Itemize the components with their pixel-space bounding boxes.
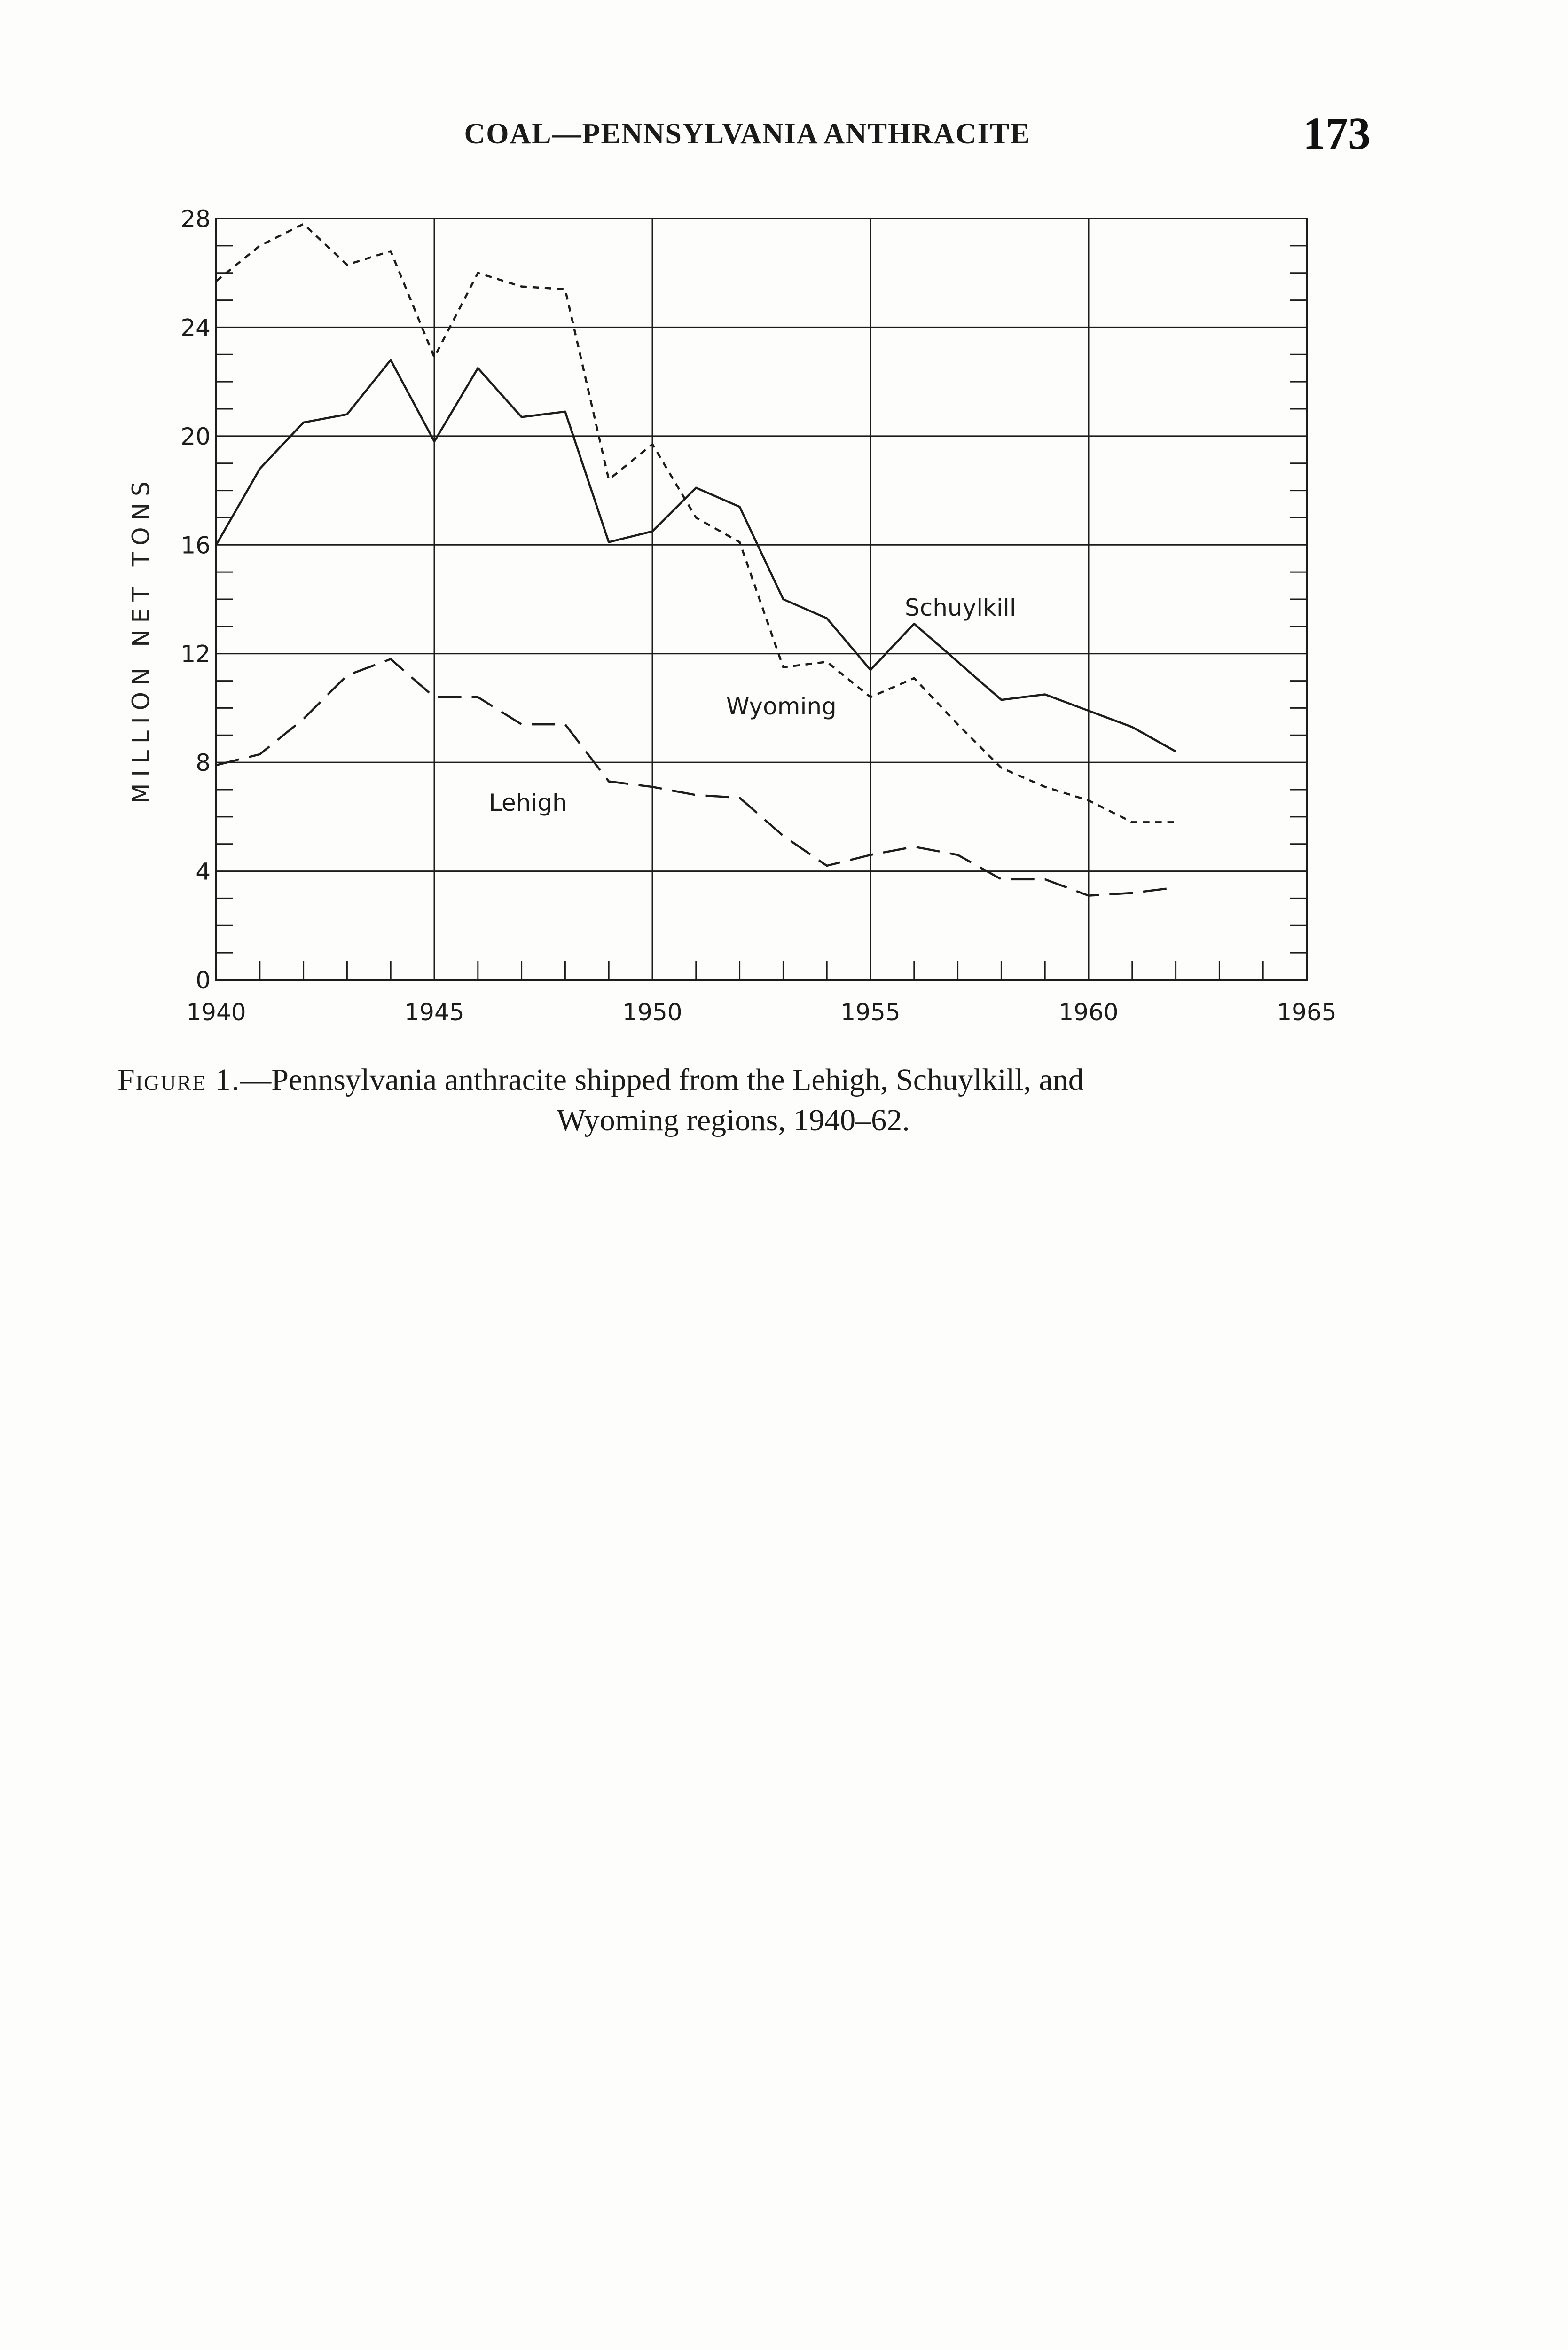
figure-label: Figure 1. — [118, 1063, 241, 1097]
caption-line-1: —Pennsylvania anthracite shipped from the Lehigh, Schuylkill, and — [240, 1063, 1084, 1097]
figure-caption — [118, 1060, 1349, 1141]
series-line-lehigh — [216, 659, 1176, 895]
running-head: COAL—PENNSYLVANIA ANTHRACITE — [464, 118, 1031, 150]
x-tick-label: 1950 — [622, 999, 682, 1026]
x-tick-label: 1955 — [840, 999, 901, 1026]
y-tick-label: 12 — [180, 640, 211, 668]
y-tick-label: 28 — [180, 205, 211, 233]
y-tick-label: 4 — [196, 858, 211, 885]
y-tick-label: 16 — [180, 532, 211, 559]
caption-line-2: Wyoming regions, 1940–62. — [557, 1103, 910, 1137]
y-tick-label: 24 — [180, 314, 211, 342]
x-tick-label: 1940 — [186, 999, 246, 1026]
y-tick-label: 0 — [196, 967, 211, 994]
series-label-wyoming: Wyoming — [726, 693, 837, 720]
series-line-wyoming — [216, 224, 1176, 822]
plot-frame — [216, 219, 1307, 980]
y-tick-label: 8 — [196, 749, 211, 777]
series-label-lehigh: Lehigh — [489, 789, 567, 816]
x-tick-label: 1960 — [1058, 999, 1119, 1026]
y-tick-label: 20 — [180, 423, 211, 450]
y-axis-label: MILLION NET TONS — [127, 475, 155, 804]
page-number: 173 — [1303, 108, 1371, 158]
x-tick-label: 1965 — [1277, 999, 1337, 1026]
series-label-schuylkill: Schuylkill — [905, 594, 1016, 621]
x-tick-label: 1945 — [404, 999, 464, 1026]
series-line-schuylkill — [216, 360, 1176, 752]
